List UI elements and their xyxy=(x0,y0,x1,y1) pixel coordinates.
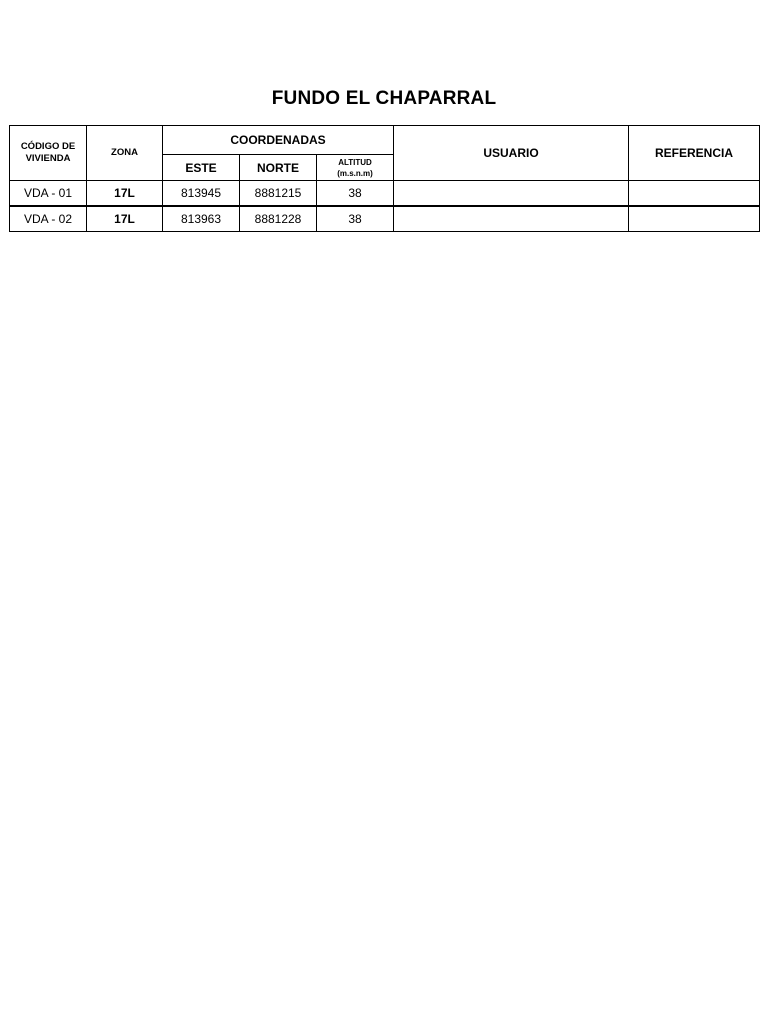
cell-codigo: VDA - 01 xyxy=(10,181,87,207)
header-altitud-line2: (m.s.n.m) xyxy=(337,168,373,178)
cell-zona: 17L xyxy=(87,206,163,232)
header-codigo-vivienda xyxy=(10,126,87,181)
header-altitud-line1: ALTITUD xyxy=(338,157,372,167)
header-norte: NORTE xyxy=(240,155,317,181)
table-row xyxy=(10,181,760,207)
header-codigo-line1: CÓDIGO DE xyxy=(20,141,76,152)
header-zona: ZONA xyxy=(87,126,163,181)
document-title: FUNDO EL CHAPARRAL xyxy=(271,88,497,109)
cell-zona: 17L xyxy=(87,181,163,207)
coordinates-table xyxy=(9,125,760,232)
cell-referencia xyxy=(629,206,760,232)
header-codigo-line2: VIVIENDA xyxy=(25,153,71,164)
cell-codigo: VDA - 02 xyxy=(10,206,87,232)
header-coordenadas: COORDENADAS xyxy=(163,126,394,155)
header-referencia: REFERENCIA xyxy=(629,126,760,181)
cell-altitud: 38 xyxy=(317,206,394,232)
cell-altitud: 38 xyxy=(317,181,394,207)
header-row-top xyxy=(10,126,760,155)
cell-norte: 8881215 xyxy=(240,181,317,207)
header-este: ESTE xyxy=(163,155,240,181)
cell-este: 813945 xyxy=(163,181,240,207)
cell-usuario xyxy=(394,206,629,232)
cell-referencia xyxy=(629,181,760,207)
cell-norte: 8881228 xyxy=(240,206,317,232)
cell-usuario xyxy=(394,181,629,207)
cell-este: 813963 xyxy=(163,206,240,232)
header-altitud xyxy=(317,155,394,181)
header-usuario: USUARIO xyxy=(394,126,629,181)
table-row xyxy=(10,206,760,232)
